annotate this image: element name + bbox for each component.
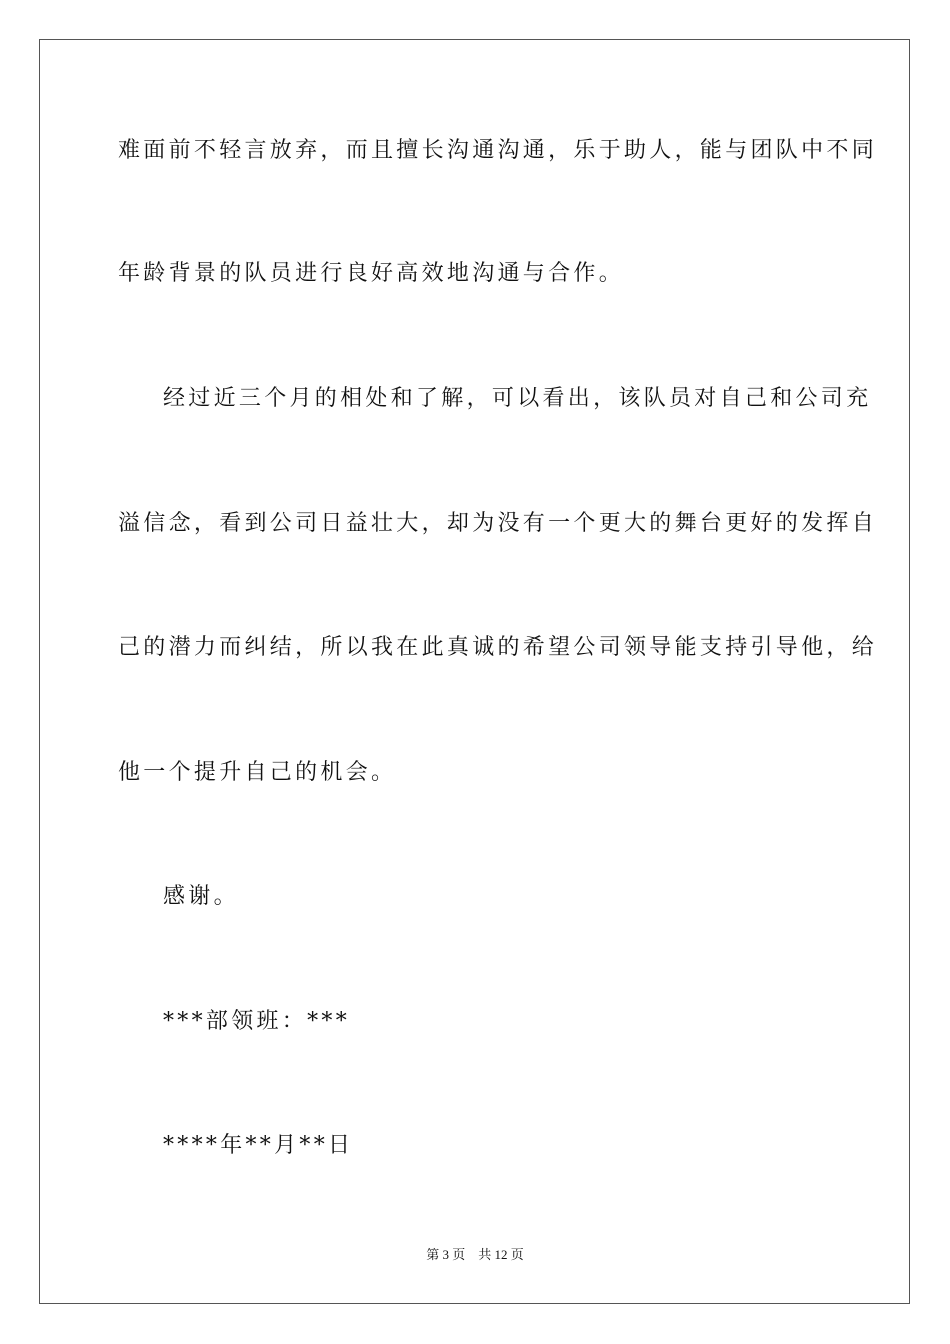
body-text-line-6: 他一个提升自己的机会。 <box>118 760 397 785</box>
body-text-line-4: 溢信念，看到公司日益壮大，却为没有一个更大的舞台更好的发挥自 <box>118 511 878 536</box>
closing-thanks: 感谢。 <box>163 884 239 909</box>
date-line: ****年**月**日 <box>163 1133 354 1158</box>
page-border <box>39 39 910 1304</box>
signature-line: ***部领班：*** <box>163 1009 351 1034</box>
body-text-line-1: 难面前不轻言放弃，而且擅长沟通沟通，乐于助人，能与团队中不同 <box>118 138 878 163</box>
body-text-line-2: 年龄背景的队员进行良好高效地沟通与合作。 <box>118 261 625 286</box>
page-footer: 第 3 页 共 12 页 <box>426 1247 524 1262</box>
body-text-line-3: 经过近三个月的相处和了解，可以看出，该队员对自己和公司充 <box>163 386 872 411</box>
body-text-line-5: 己的潜力而纠结，所以我在此真诚的希望公司领导能支持引导他，给 <box>118 635 878 660</box>
